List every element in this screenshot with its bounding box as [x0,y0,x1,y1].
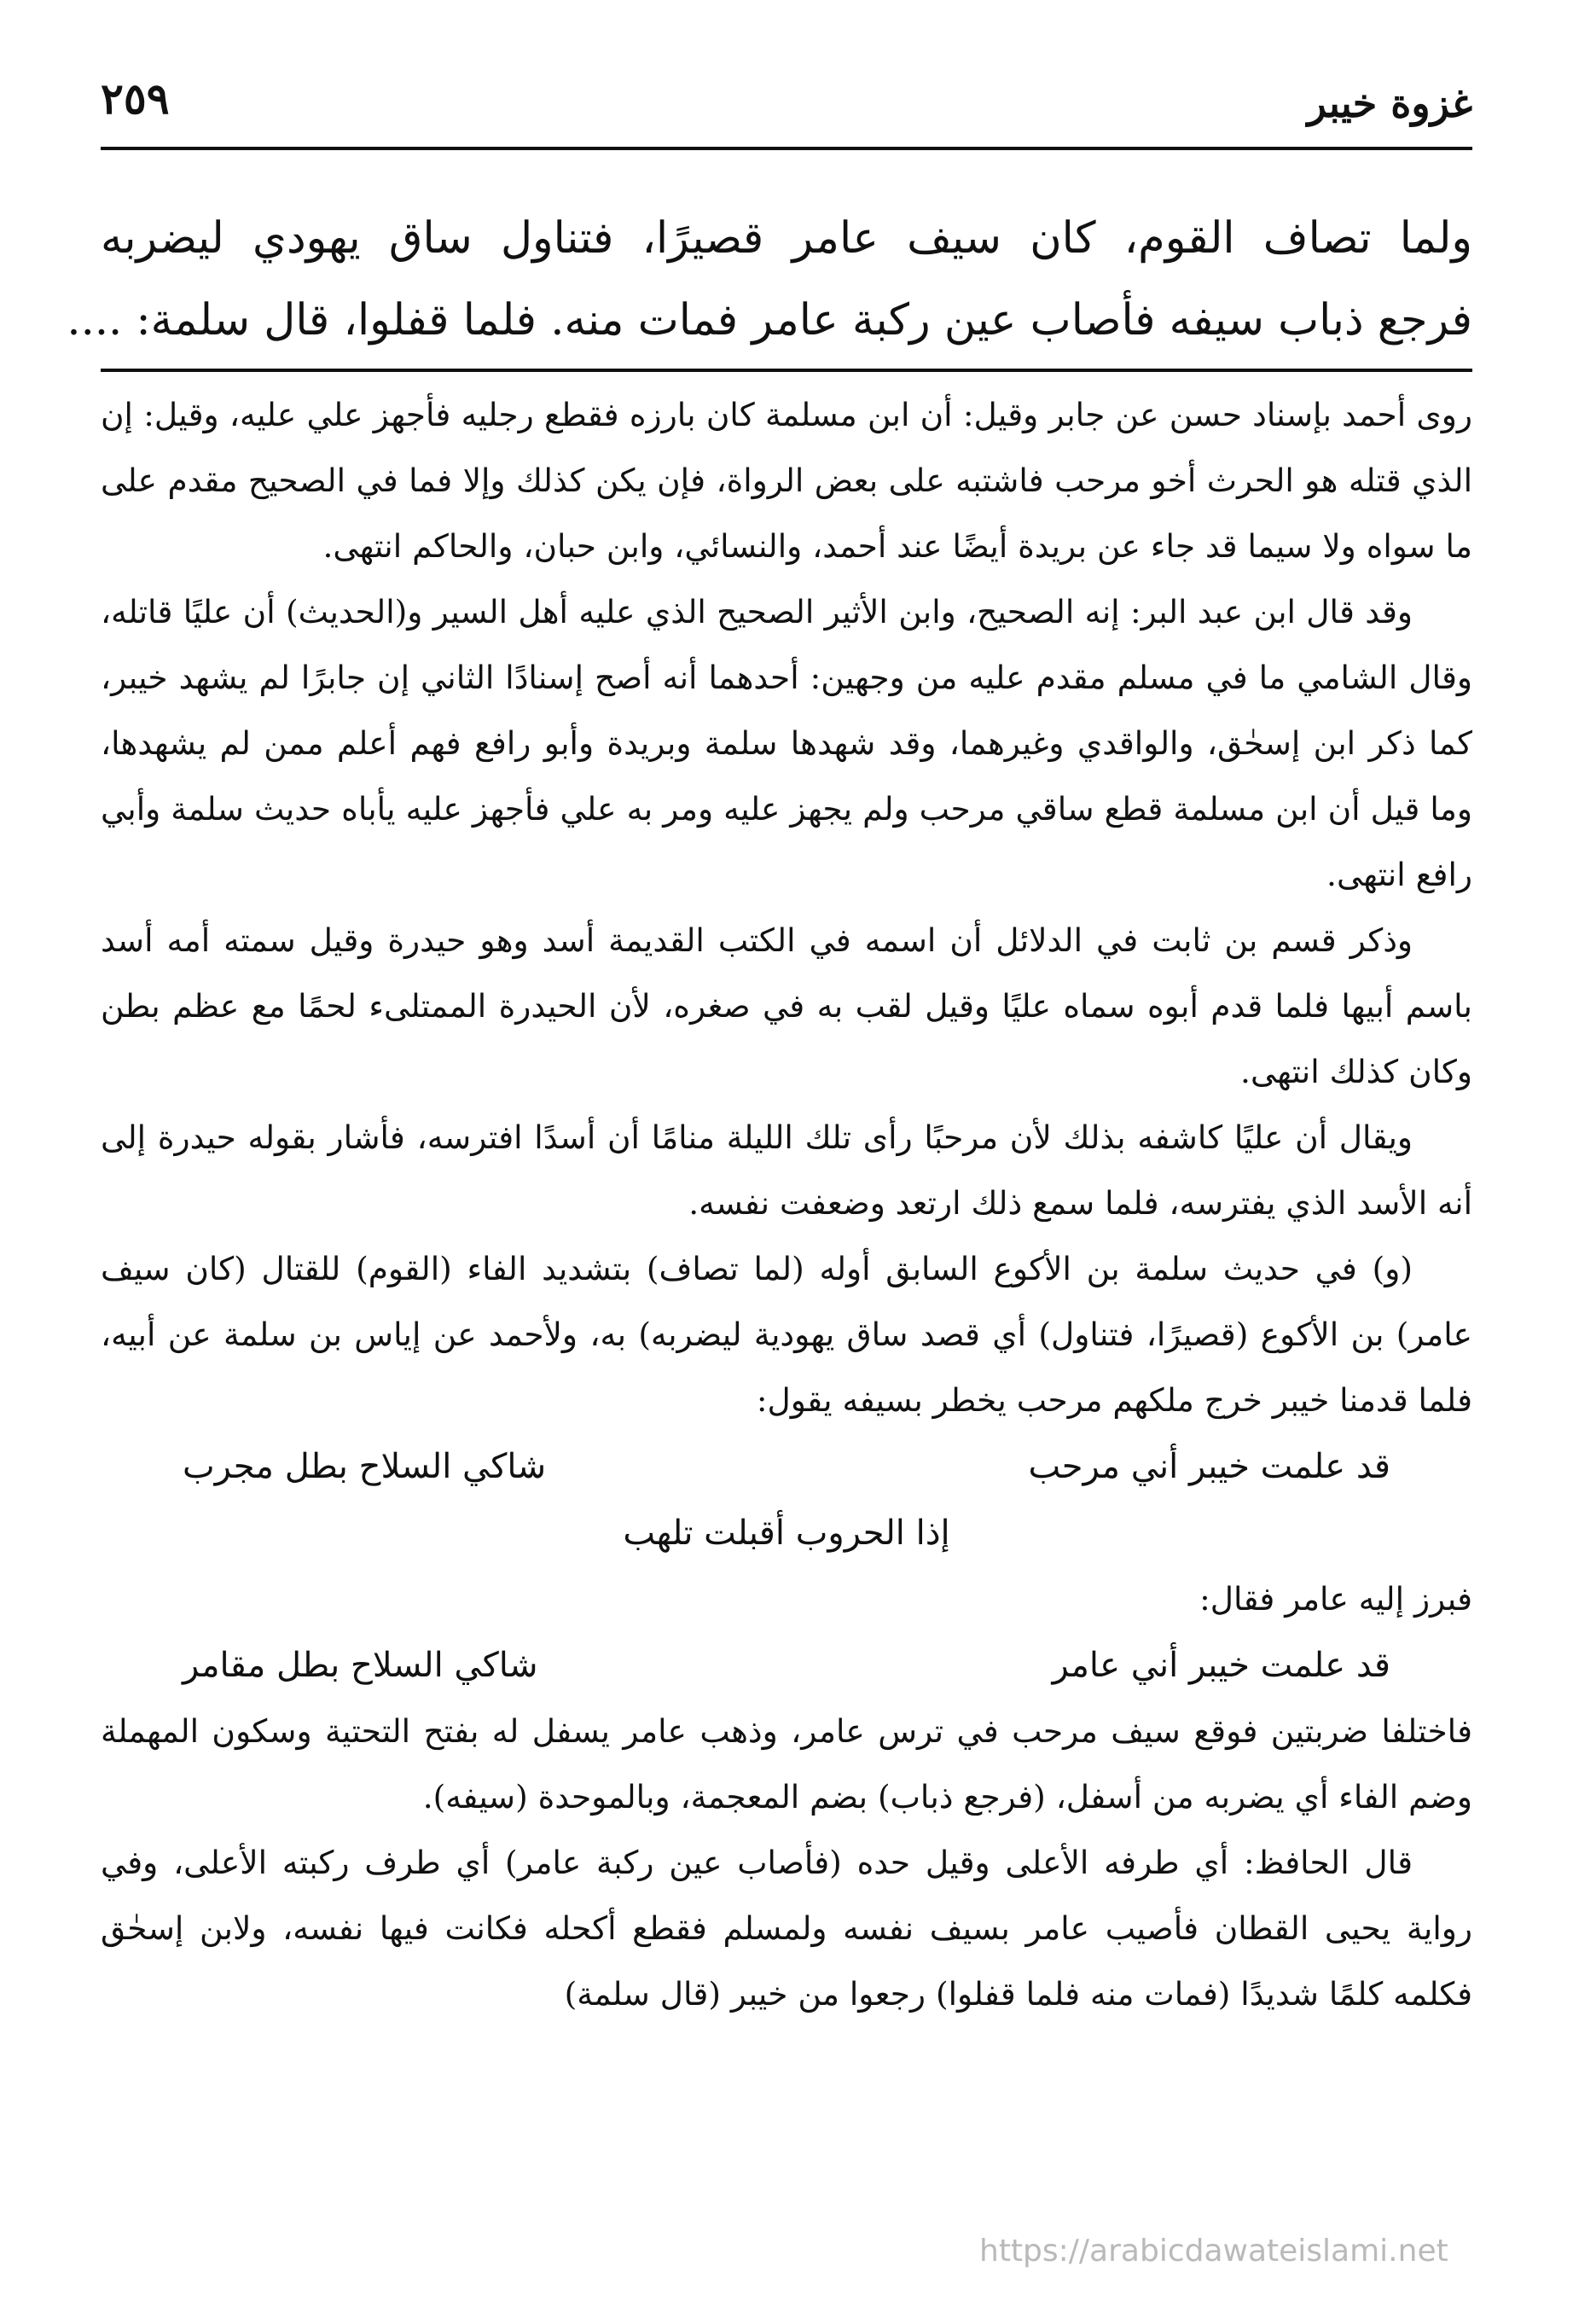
verse-amir [101,1632,1472,1699]
commentary-paragraph: (و) في حديث سلمة بن الأكوع السابق أوله (لما تصاف) بتشديد الفاء (القوم) للقتال (كان سيف عامر) بن الأكوع (قصيرًا، فتناول) أي قصد ساق يهودية ليضربه) به، ولأحمد عن إياس بن سلمة عن أبيه، فلما قدمنا خيبر خرج ملكهم مرحب يخطر بسيفه يقول: [101,1250,1472,1419]
verse-hemistich: قد علمت خيبر أني عامر [1052,1646,1390,1685]
commentary-paragraph: وقد قال ابن عبد البر: إنه الصحيح، وابن الأثير الصحيح الذي عليه أهل السير و(الحديث) أن عليًا قاتله، وقال الشامي ما في مسلم مقدم عليه من وجهين: أحدهما أنه أصح إسنادًا الثاني إن جابرًا لم يشهد خيبر، كما ذكر ابن إسحٰق، والواقدي وغيرهما، وقد شهدها سلمة وبريدة وأبو رافع فهم أعلم ممن لم يشهدها، وما قيل أن ابن مسلمة قطع ساقي مرحب ولم يجهز عليه ومر به علي فأجهز عليه يأباه حديث سلمة وأبي رافع انتهى. [101,593,1472,893]
commentary-paragraph: ويقال أن عليًا كاشفه بذلك لأن مرحبًا رأى تلك الليلة منامًا أن أسدًا افترسه، فأشار بقوله حيدرة إلى أنه الأسد الذي يفترسه، فلما سمع ذلك ارتعد وضعفت نفسه. [101,1118,1472,1222]
page-header [101,70,1472,138]
main-text [67,198,1472,362]
commentary-paragraph: وذكر قسم بن ثابت في الدلائل أن اسمه في الكتب القديمة أسد وهو حيدرة وقيل سمته أمه أسد باسم أبيها فلما قدم أبوه سماه عليًا وقيل لقب به في صغره، لأن الحيدرة الممتلىء لحمًا مع عظم بطن وكان كذلك انتهى. [101,921,1472,1090]
verse-hemistich: شاكي السلاح بطل مجرب [183,1447,547,1486]
commentary-paragraph: روى أحمد بإسناد حسن عن جابر وقيل: أن ابن مسلمة كان بارزه فقطع رجليه فأجهز علي عليه، وقيل: إن الذي قتله هو الحرث أخو مرحب فاشتبه على بعض الرواة، فإن يكن كذلك وإلا فما في الصحيح مقدم على ما سواه ولا سيما قد جاء عن بريدة أيضًا عند أحمد، والنسائي، وابن حبان، والحاكم انتهى. [101,396,1472,565]
commentary [101,382,1472,2027]
header-rule [101,147,1472,150]
commentary-paragraph: قال الحافظ: أي طرفه الأعلى وقيل حده (فأصاب عين ركبة عامر) أي طرف ركبته الأعلى، وفي رواية يحيى القطان فأصيب عامر بسيف نفسه ولمسلم فقطع أكحله فكانت فيها نفسه، ولابن إسحٰق فكلمه كلمًا شديدًا (فمات منه فلما قفلوا) رجعوا من خيبر (قال سلمة) [101,1844,1472,2013]
watermark-url: https://arabicdawateislami.net [979,2234,1448,2269]
page-number: ٢٥٩ [101,73,170,124]
verse-line [101,1500,1472,1566]
main-text-line: فرجع ذباب سيفه فأصاب عين ركبة عامر فمات منه. فلما قفلوا، قال سلمة: .... [67,295,1472,346]
verse-hemistich: شاكي السلاح بطل مقامر [183,1646,538,1685]
commentary-paragraph: فبرز إليه عامر فقال: [1199,1580,1472,1618]
verse-line [101,1433,1472,1500]
verse-hemistich: إذا الحروب أقبلت تلهب [623,1514,950,1553]
verse-line [101,1632,1472,1699]
verse-hemistich: قد علمت خيبر أني مرحب [1028,1447,1390,1486]
section-divider [101,369,1472,372]
verse-marhab [101,1433,1472,1566]
running-title: غزوة خيبر [1307,80,1472,126]
main-text-line: ولما تصاف القوم، كان سيف عامر قصيرًا، فتناول ساق يهودي ليضربه [101,213,1472,264]
commentary-paragraph: فاختلفا ضربتين فوقع سيف مرحب في ترس عامر، وذهب عامر يسفل له بفتح التحتية وسكون المهملة وضم الفاء أي يضربه من أسفل، (فرجع ذباب) بضم المعجمة، وبالموحدة (سيفه). [101,1712,1472,1816]
